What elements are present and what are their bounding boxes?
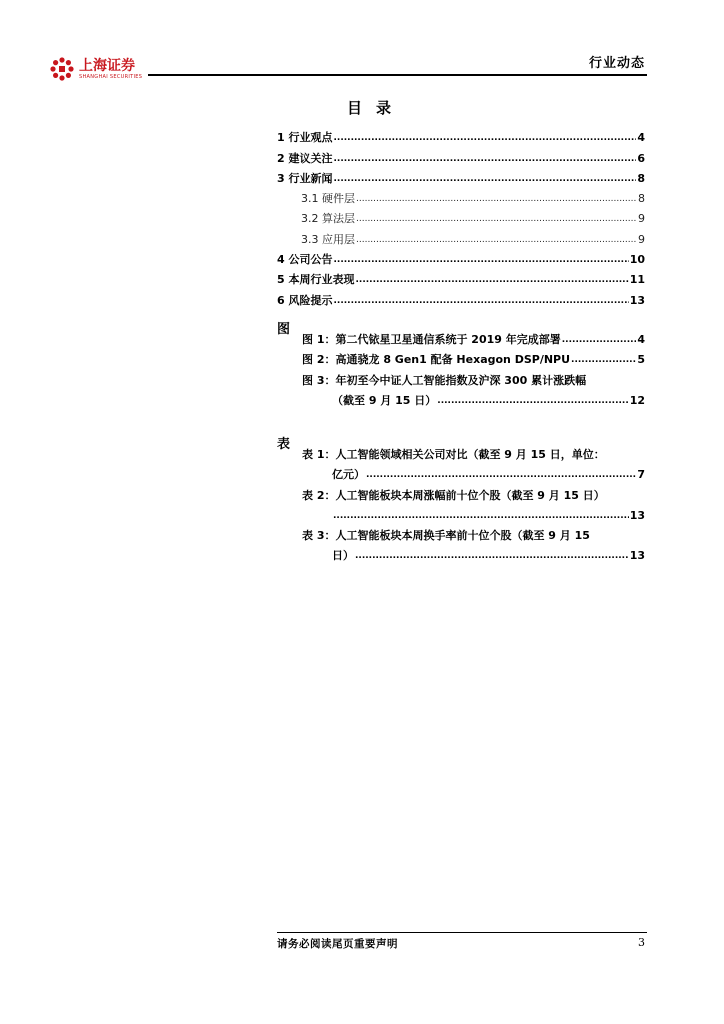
toc-title: 目录 [346, 99, 405, 117]
table-entry[interactable]: 表 1：人工智能领域相关公司对比（截至 9 月 15 日，单位： 亿元） ..... 7 [302, 445, 645, 486]
figure-entry[interactable]: 图 2：高通骁龙 8 Gen1 配备 Hexagon DSP/NPU ..... 5 [302, 350, 645, 370]
toc-list [277, 124, 645, 307]
toc-entry[interactable]: 6 风险提示 ..... 13 [277, 286, 645, 306]
figures-list [302, 330, 645, 411]
figure-entry[interactable]: 图 3：年初至今中证人工智能指数及沪深 300 累计涨跌幅 （截至 9 月 15 日） ..... 12 [302, 371, 645, 412]
toc-entry[interactable]: 3 行业新闻 ..... 8 [277, 165, 645, 185]
toc-entry[interactable]: 2 建议关注 ..... 6 [277, 144, 645, 164]
figures-heading: 图 [277, 322, 291, 337]
toc-entry[interactable]: 1 行业观点 ..... 4 [277, 124, 645, 144]
footer-disclaimer: 请务必阅读尾页重要声明 [277, 938, 398, 950]
report-type-title: 行业动态 [588, 56, 645, 71]
toc-entry[interactable]: 5 本周行业表现 ..... 11 [277, 266, 645, 286]
footer-divider [277, 932, 647, 933]
tables-list [302, 445, 645, 567]
toc-subentry[interactable]: 3.2 算法层 ..... 9 [277, 205, 645, 225]
table-entry[interactable]: 表 3：人工智能板块本周换手率前十位个股（截至 9 月 15 日） ..... 13 [302, 526, 645, 567]
figure-entry[interactable]: 图 1：第二代铱星卫星通信系统于 2019 年完成部署 ..... 4 [302, 330, 645, 350]
header-divider [148, 74, 647, 76]
page-number: 3 [638, 936, 645, 949]
table-entry[interactable]: 表 2：人工智能板块本周涨幅前十位个股（截至 9 月 15 日） ..... 13 [302, 486, 645, 527]
logo-name-cn: 上海证券 [79, 57, 135, 74]
toc-subentry[interactable]: 3.3 应用层 ..... 9 [277, 225, 645, 245]
logo-emblem-icon [50, 57, 74, 81]
toc-entry[interactable]: 4 公司公告 ..... 10 [277, 246, 645, 266]
toc-subentry[interactable]: 3.1 硬件层 ..... 8 [277, 185, 645, 205]
company-logo [50, 57, 142, 81]
tables-heading: 表 [277, 437, 291, 452]
logo-name-en: SHANGHAI SECURITIES [79, 73, 143, 80]
